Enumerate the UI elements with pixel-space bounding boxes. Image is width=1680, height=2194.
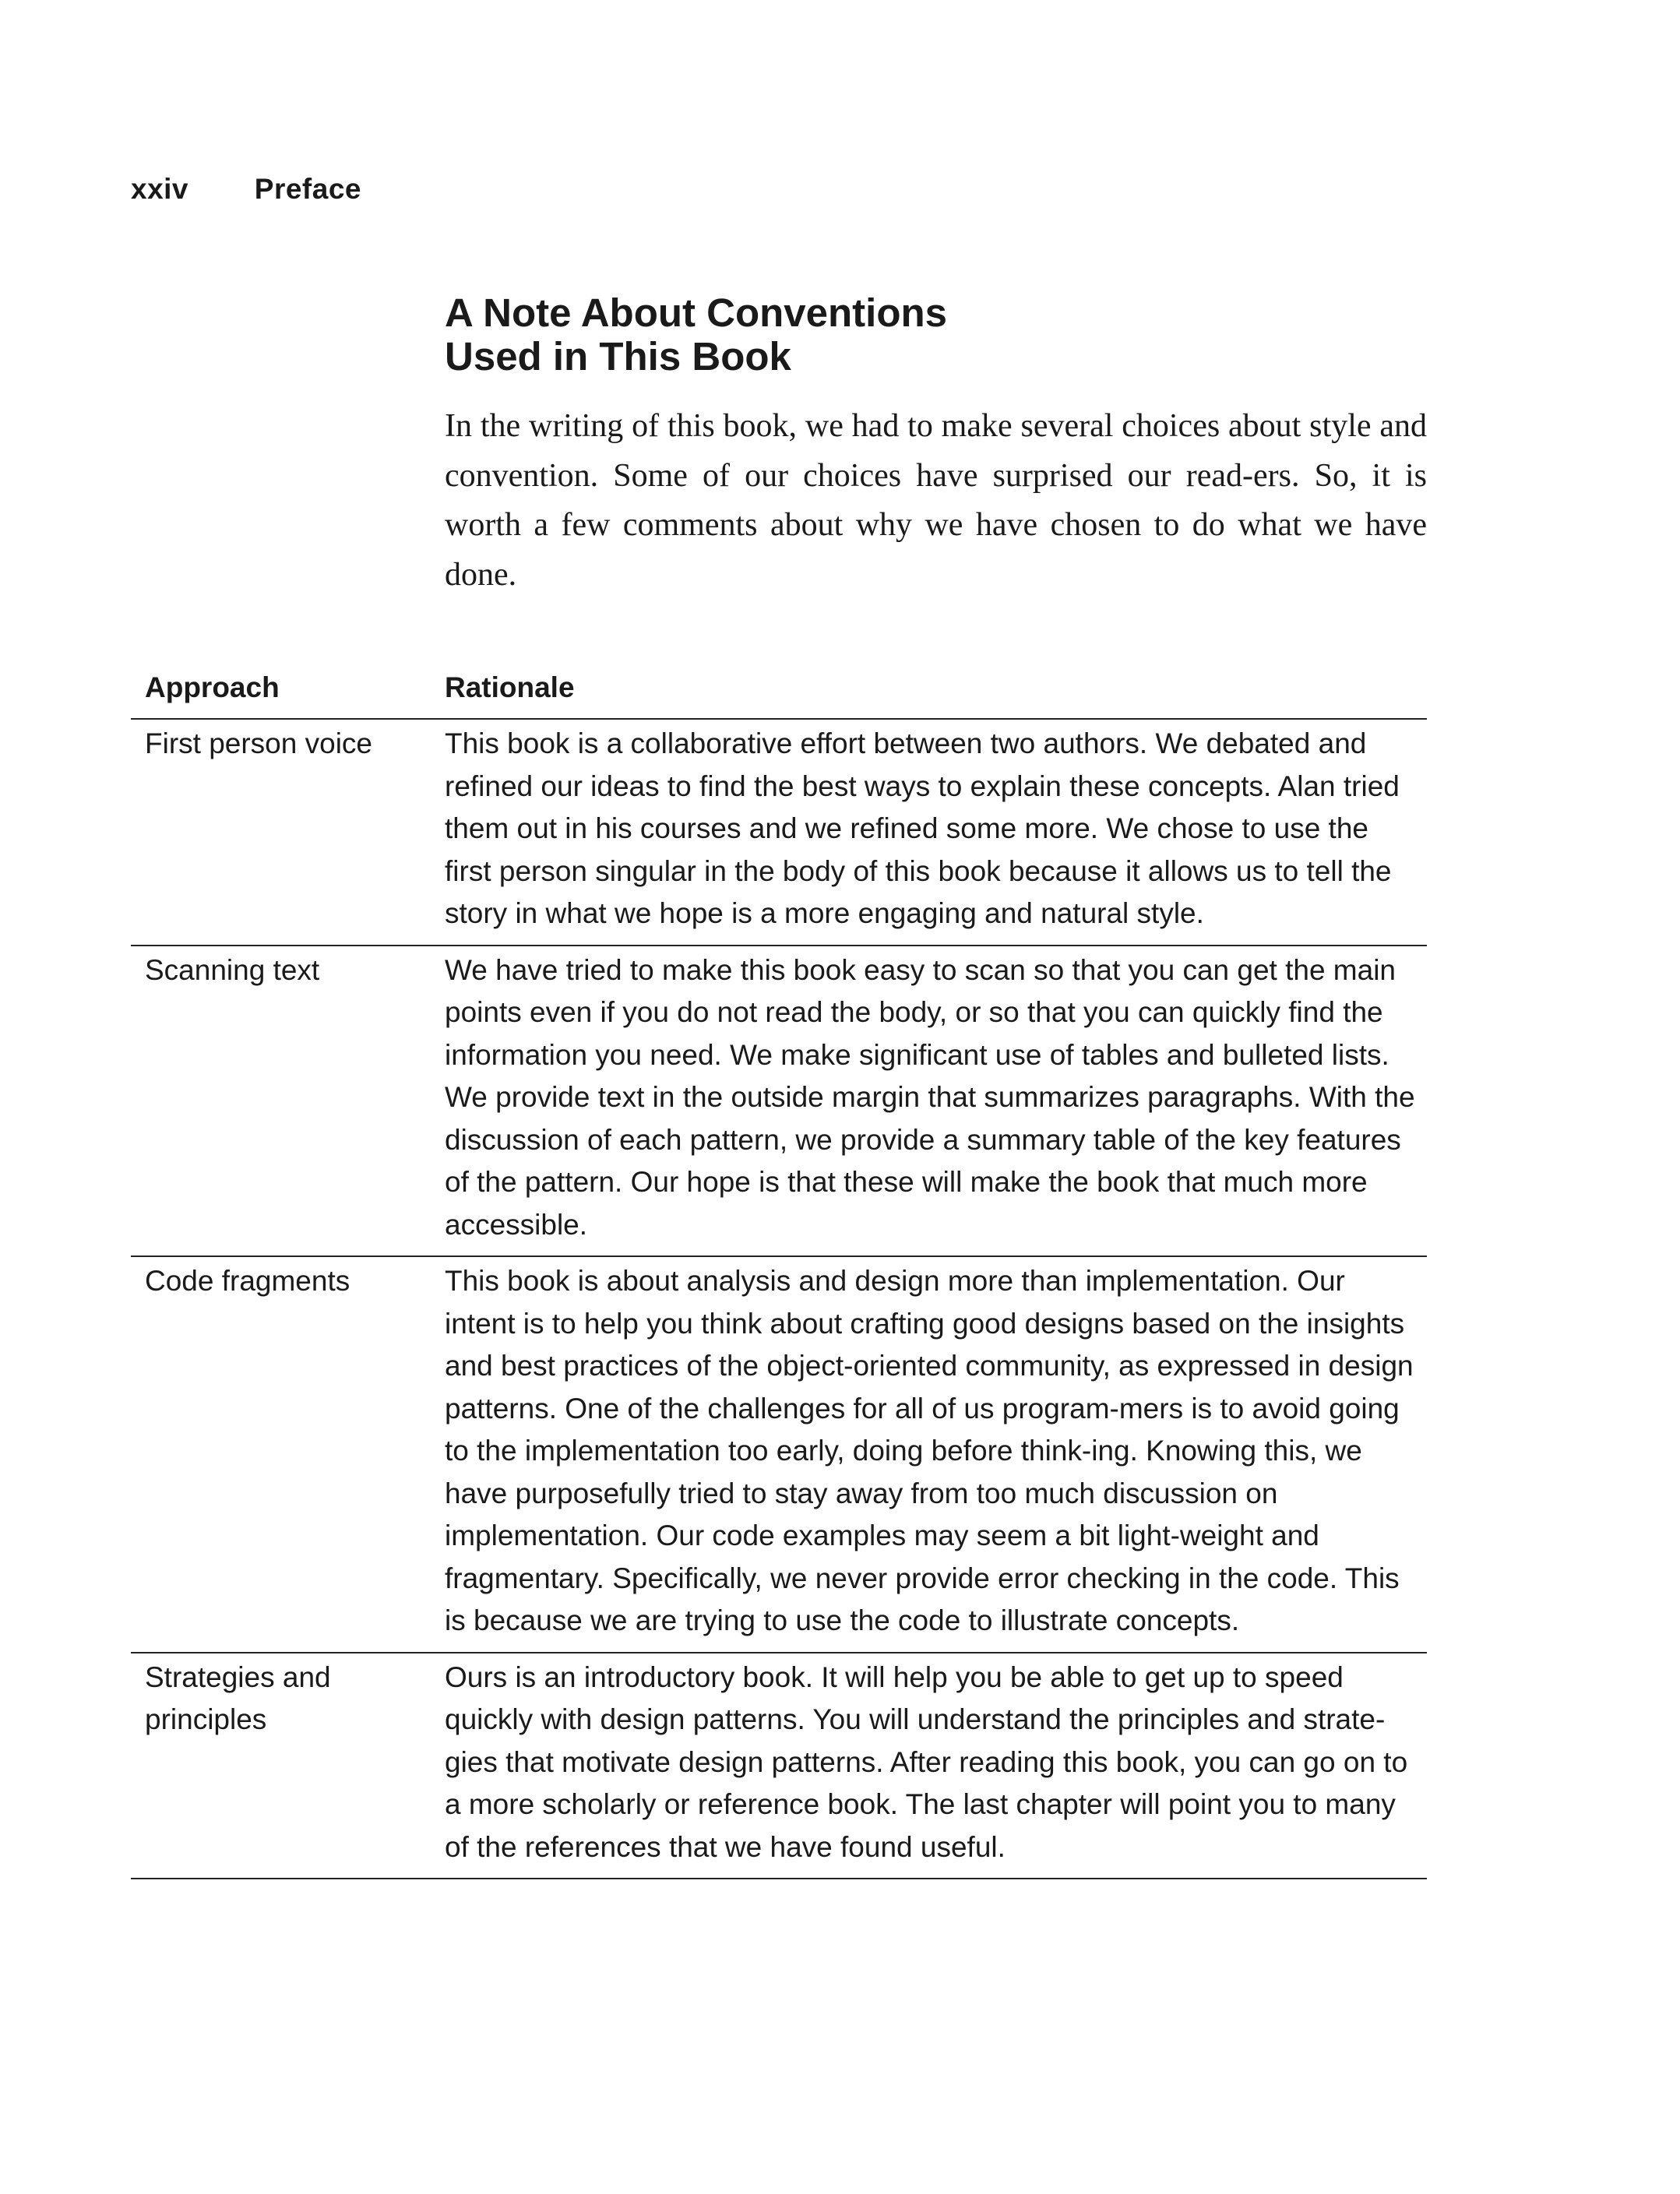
approach-cell: First person voice [145,727,372,759]
intro-paragraph: In the writing of this book, we had to make several choices about style and convention. Some of our choices have surprised our read-ers. So, it is worth a few comments about why we have chosen to do what we have done. [445,408,1427,593]
table-row [131,946,1427,1258]
rationale-cell: We have tried to make this book easy to scan so that you can get the main points even if you do not read the body, or so that you can quickly find the information you need. We make significant use of tables and bulleted lists. We provide text in the outside margin that summarizes paragraphs. With the discussion of each pattern, we provide a summary table of the key features of the pattern. Our hope is that these will make the book that much more accessible. [445,953,1415,1241]
section-title-line-2: Used in This Book [445,334,791,379]
section-title [445,291,1301,379]
table-row [131,720,1427,946]
table-header [131,660,1427,720]
header-approach: Approach [145,671,280,703]
rationale-cell: This book is a collaborative effort between two authors. We debated and refined our ideas to find the best ways to explain these concepts. Alan tried them out in his courses and we refined some more. We chose to use the first person singular in the body of this book because it allows us to tell the story in what we hope is a more engaging and natural style. [445,727,1400,929]
running-head [131,173,361,206]
table-row [131,1653,1427,1880]
page-number: xxiv [131,173,189,205]
table-row [131,1257,1427,1653]
approach-cell: Strategies and principles [145,1660,331,1735]
approach-cell: Code fragments [145,1265,350,1297]
rationale-cell: Ours is an introductory book. It will help you be able to get up to speed quickly with design patterns. You will understand the principles and strate-gies that motivate design patterns. After reading this book, you can go on to a more scholarly or reference book. The last chapter will point you to many of the references that we have found useful. [445,1660,1408,1863]
header-rationale: Rationale [445,671,575,703]
conventions-table [131,660,1427,1879]
approach-cell: Scanning text [145,953,320,986]
section-title-line-1: A Note About Conventions [445,291,947,335]
running-head-section: Preface [254,173,361,205]
rationale-cell: This book is about analysis and design more than implementation. Our intent is to help you think about crafting good designs based on the insights and best practices of the object-oriented community, as expressed in design patterns. One of the challenges for all of us program-mers is to avoid going to the implementation too early, doing before think-ing. Knowing this, we have purposefully tried to stay away from too much discussion on implementation. Our code examples may seem a bit light-weight and fragmentary. Specifically, we never provide error checking in the code. This is because we are trying to use the code to illustrate concepts. [445,1265,1414,1636]
